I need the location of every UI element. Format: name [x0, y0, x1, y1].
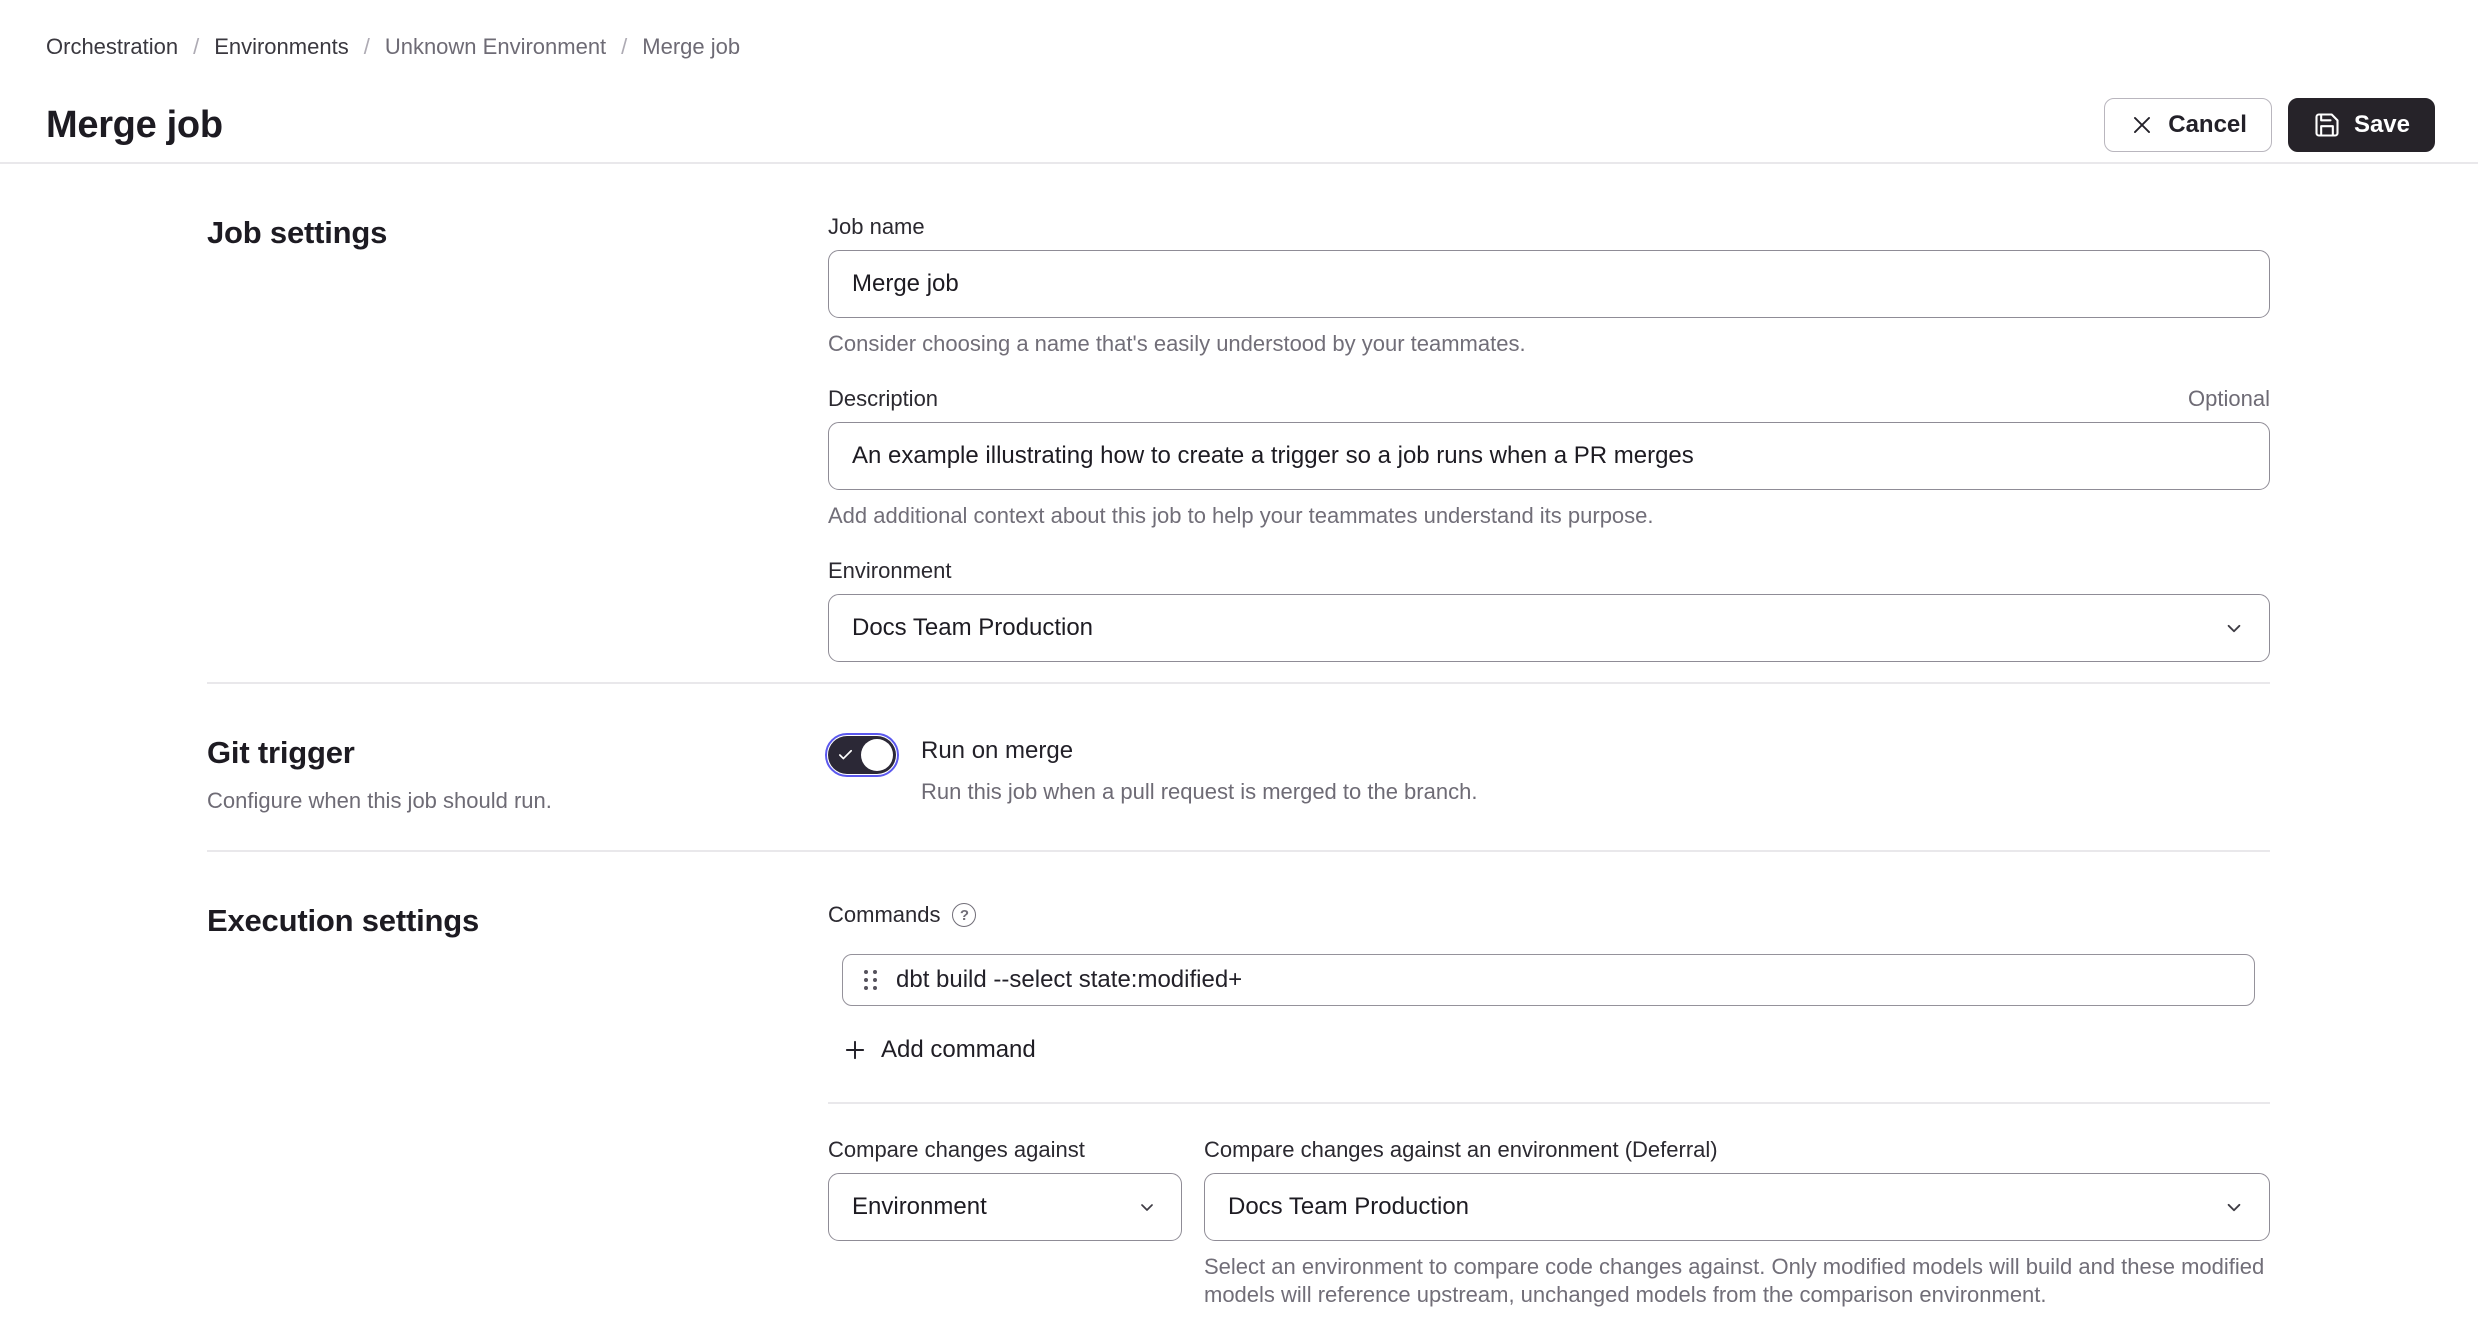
- save-button[interactable]: [2288, 98, 2435, 152]
- deferral-select[interactable]: [1204, 1173, 2270, 1241]
- environment-field-group: [828, 558, 2270, 662]
- description-optional-badge: Optional: [2188, 386, 2270, 411]
- environment-label: Environment: [828, 558, 952, 583]
- job-name-field-group: [828, 214, 2270, 358]
- commands-label: Commands: [828, 902, 941, 927]
- deferral-helper: Select an environment to compare code changes against. Only modified models will build and these modified models will reference upstream, unchanged models from the comparison environment.: [1204, 1254, 2265, 1307]
- deferral-group: [1204, 1137, 2270, 1309]
- breadcrumb-orchestration[interactable]: Orchestration: [46, 34, 179, 59]
- deferral-select-value: Docs Team Production: [1228, 1193, 1470, 1220]
- section-job-settings: [207, 164, 2270, 684]
- compare-changes-select[interactable]: [828, 1173, 1182, 1241]
- execution-inner-divider: [828, 1102, 2270, 1104]
- x-icon: [2129, 112, 2155, 138]
- save-button-label: Save: [2353, 111, 2410, 138]
- breadcrumb-separator: /: [193, 34, 200, 59]
- chevron-down-icon: [2221, 1194, 2247, 1220]
- deferral-label: Compare changes against an environment (Deferral): [1204, 1137, 1718, 1162]
- breadcrumb-separator: /: [363, 34, 370, 59]
- page-title: Merge job: [46, 103, 223, 146]
- section-git-trigger: [207, 684, 2270, 852]
- job-name-input[interactable]: [828, 250, 2270, 318]
- run-on-merge-row: [828, 734, 2270, 805]
- cancel-button-label: Cancel: [2168, 111, 2247, 138]
- breadcrumb-separator: /: [621, 34, 628, 59]
- description-field-group: [828, 386, 2270, 530]
- plus-icon: [842, 1037, 868, 1063]
- compare-changes-group: [828, 1137, 1182, 1309]
- description-label: Description: [828, 386, 939, 411]
- run-on-merge-description: Run this job when a pull request is merged to the branch.: [921, 779, 1478, 804]
- breadcrumb: [46, 34, 2435, 60]
- description-helper: Add additional context about this job to help your teammates understand its purpose.: [828, 503, 1654, 528]
- run-on-merge-label: Run on merge: [921, 737, 1074, 764]
- execution-settings-heading: Execution settings: [207, 903, 480, 938]
- add-command-button[interactable]: [842, 1036, 1036, 1064]
- compare-changes-label: Compare changes against: [828, 1137, 1085, 1162]
- breadcrumb-merge-job: Merge job: [642, 34, 741, 59]
- git-trigger-heading: Git trigger: [207, 735, 355, 770]
- page-header: [0, 0, 2478, 152]
- cancel-button[interactable]: [2104, 98, 2272, 152]
- add-command-label: Add command: [881, 1036, 1036, 1063]
- run-on-merge-toggle[interactable]: [828, 736, 896, 774]
- toggle-knob: [861, 739, 893, 771]
- job-name-helper: Consider choosing a name that's easily understood by your teammates.: [828, 331, 1526, 356]
- chevron-down-icon: [1135, 1195, 1159, 1219]
- environment-select[interactable]: [828, 594, 2270, 662]
- check-icon: [837, 747, 854, 764]
- compare-changes-select-value: Environment: [852, 1193, 987, 1220]
- description-input[interactable]: [828, 422, 2270, 490]
- command-row[interactable]: [842, 954, 2255, 1006]
- job-name-label: Job name: [828, 214, 925, 239]
- job-form: [0, 164, 2478, 1328]
- job-settings-heading: Job settings: [207, 215, 388, 250]
- header-actions: [2104, 98, 2435, 152]
- drag-handle-icon[interactable]: [864, 970, 877, 990]
- breadcrumb-unknown-environment[interactable]: Unknown Environment: [384, 34, 607, 59]
- save-icon: [2313, 111, 2341, 139]
- breadcrumb-environments[interactable]: Environments: [214, 34, 349, 59]
- command-value[interactable]: dbt build --select state:modified+: [896, 966, 1243, 993]
- chevron-down-icon: [2221, 615, 2247, 641]
- git-trigger-subheading: Configure when this job should run.: [207, 788, 552, 813]
- section-execution-settings: [207, 852, 2270, 1328]
- question-circle-icon[interactable]: ?: [952, 903, 976, 927]
- environment-select-value: Docs Team Production: [852, 614, 1094, 641]
